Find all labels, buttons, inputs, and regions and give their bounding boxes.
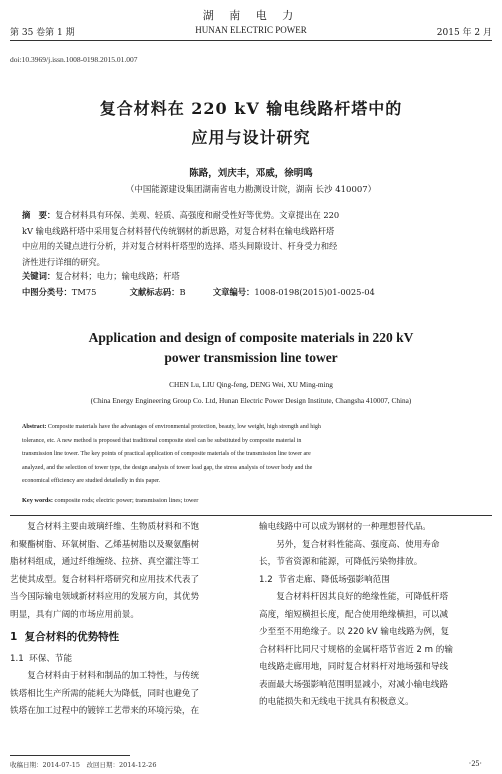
section-number: 1 (10, 631, 18, 643)
keywords-en-text: composite rods; electric power; transmission lines; tower (54, 497, 199, 504)
volume-issue: 第 35 卷第 1 期 (10, 28, 75, 38)
abstract-en-line: analyzed, and the selection of tower type, the design analysis of tower load gap, the stress analysis of tower body and the (22, 464, 313, 471)
clc-label: 中图分类号： (22, 287, 72, 297)
body-line: 复合材料杆因其良好的绝缘性能，可降低杆塔 (276, 592, 449, 602)
journal-name-en: HUNAN ELECTRIC POWER (195, 25, 307, 35)
abstract-en (22, 421, 480, 489)
body-line: 铁塔相比生产所需的能耗大为降低，同时也避免了 (10, 688, 200, 699)
body-line: 合材料杆比同尺寸规格的金属杆塔节省近 2 m 的输 (259, 644, 453, 655)
subsection-title: 环保、节能 (29, 653, 73, 664)
title-en-line2: power transmission line tower (164, 350, 338, 365)
keywords-cn-text: 复合材料；电力；输电线路；杆塔 (55, 271, 180, 281)
abstract-cn (22, 208, 480, 270)
right-column (259, 519, 492, 712)
body-line: 铁塔在加工过程中的镀锌工艺带来的环境污染，在 (10, 706, 200, 716)
body-line: 电线路走廊用地，同时复合材料杆对地场强和导线 (259, 662, 449, 672)
body-line: 明显，具有广阔的市场应用前景。 (10, 609, 139, 620)
body-line: 脂材料组成，通过纤维缠绕、拉挤、真空灌注等工 (10, 557, 200, 567)
authors-cn: 陈路，刘庆丰，邓威，徐明鸣 (189, 168, 313, 179)
section-heading-1 (10, 629, 243, 647)
doi: doi:10.3969/j.issn.1008-0198.2015.01.007 (10, 55, 138, 64)
title-cn-line1: 复合材料在 220 kV 输电线路杆塔中的 (99, 99, 403, 118)
subsection-heading-1-1 (10, 651, 243, 669)
body-line: 复合材料主要由玻璃纤维、生物质材料和不饱 (27, 522, 200, 532)
affiliation-en: (China Energy Engineering Group Co. Ltd, Hunan Electric Power Design Institute, Changsha 410007, China) (90, 396, 412, 405)
journal-name-cn: 湖 南 电 力 (202, 9, 300, 22)
doc-code-value: B (179, 287, 186, 297)
body-line: 和聚酯树脂、环氧树脂、乙烯基树脂以及聚氨酯树 (10, 539, 200, 550)
body-line: 输电线路中可以成为钢材的一种理想替代品。 (259, 522, 431, 532)
left-column (10, 519, 243, 721)
subsection-number: 1.2 (259, 574, 273, 585)
abstract-cn-line: kV 输电线路杆塔中采用复合材料替代传统钢材的新思路，对复合材料在输电线路杆塔 (22, 225, 335, 236)
abstract-cn-line: 复合材料具有环保、美观、轻质、高强度和耐受性好等优势。文章提出在 220 (55, 210, 340, 220)
page-number: ·25· (468, 759, 482, 768)
abstract-cn-label: 摘 要： (22, 210, 56, 220)
abstract-en-line: Composite materials have the advantages of environmental protection, beauty, low weight, high strength and high (47, 424, 321, 430)
body-line: 高度，缩短横担长度，配合使用绝缘横担，可以减 (259, 609, 449, 620)
abstract-cn-line: 济性进行详细的研究。 (22, 256, 105, 267)
abstract-en-line: economical efficiency are studied detailedly in this paper. (22, 478, 161, 484)
subsection-heading-1-2 (259, 572, 492, 590)
keywords-en (22, 497, 198, 504)
subsection-number: 1.1 (10, 653, 24, 664)
classification-line (22, 286, 480, 298)
footnote-rule (10, 755, 130, 756)
body-line: 表面最大场强影响范围明显减小，对减小输电线路 (259, 679, 449, 690)
abstract-en-label: Abstract: (22, 424, 47, 430)
received-dates-footnote: 收稿日期：2014-07-15 改回日期：2014-12-26 (10, 761, 157, 769)
body-line: 另外，复合材料性能高、强度高、使用寿命 (276, 539, 440, 550)
body-line: 少至至不用绝缘子。以 220 kV 输电线路为例，复 (259, 627, 450, 637)
body-line: 当今国际输电领域新材料应用的发展方向，其优势 (10, 592, 200, 602)
affiliation-cn: （中国能源建设集团湖南省电力勘测设计院，湖南 长沙 410007） (125, 185, 377, 195)
keywords-cn-label: 关键词： (22, 271, 56, 281)
keywords-cn (22, 270, 180, 282)
article-number-label: 文章编号： (212, 287, 255, 297)
header-rule (10, 40, 492, 41)
abstract-en-line: tolerance, etc. A new method is proposed that traditional composite steel can be substituted by composite material in (22, 437, 302, 444)
subsection-title: 节省走廊、降低场强影响范围 (278, 574, 390, 585)
abstract-cn-line: 中应用的关键点进行分析，并对复合材料杆塔型的选择、塔头间隙设计、杆身受力和经 (22, 241, 338, 251)
clc-value: TM75 (71, 287, 97, 297)
authors-en: CHEN Lu, LIU Qing-feng, DENG Wei, XU Ming-ming (169, 380, 333, 389)
section-title: 复合材料的优势特性 (24, 631, 120, 643)
body-line: 长，节省资源和能源，可降低污染物排放。 (259, 557, 423, 567)
article-number-value: 1008-0198(2015)01-0025-04 (254, 287, 375, 297)
title-cn-line2: 应用与设计研究 (191, 128, 311, 147)
abstract-en-line: transmission line tower. The key points of practical application of composite materials of the transmission line tower are (22, 451, 311, 457)
body-line: 复合材料由于材料和制品的加工特性，与传统 (27, 671, 200, 681)
publication-date: 2015 年 2 月 (436, 28, 492, 38)
body-line: 艺使其成型。复合材料杆塔研究和应用技术代表了 (10, 574, 200, 585)
body-line: 的电能损失和无线电干扰具有积极意义。 (259, 697, 414, 707)
body-rule (10, 515, 492, 516)
doc-code-label: 文献标志码： (129, 287, 180, 297)
keywords-en-label: Key words: (22, 497, 53, 504)
title-en-line1: Application and design of composite materials in 220 kV (88, 330, 414, 345)
